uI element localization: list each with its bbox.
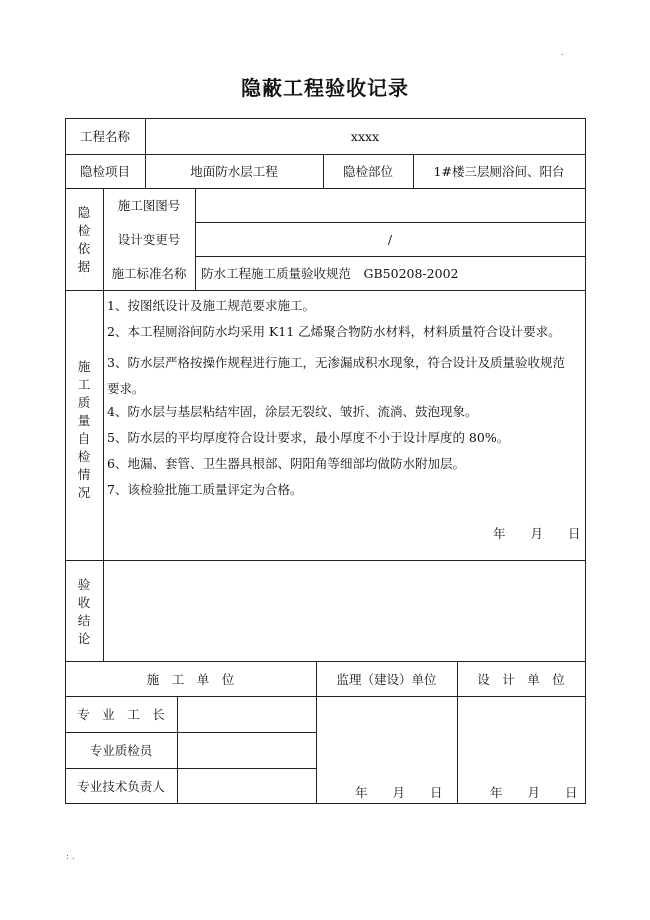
design-change-label: 设计变更号 bbox=[117, 232, 181, 247]
page-mark: . bbox=[561, 48, 564, 58]
project-name-value: xxxx bbox=[350, 128, 380, 144]
design-unit-header: 设 计 单 位 bbox=[477, 671, 565, 687]
conclusion-label: 验收结论 bbox=[77, 577, 91, 646]
standard-name-label: 施工标准名称 bbox=[111, 266, 187, 281]
standard-name-value: 防水工程施工质量验收规范 GB50208-2002 bbox=[201, 266, 459, 281]
self-check-item: 3、防水层严格按操作规程进行施工，无渗漏成积水现象，符合设计及质量验收规范要求。 bbox=[107, 355, 565, 396]
quality-inspector-label: 专业质检员 bbox=[89, 743, 153, 758]
self-check-item: 5、防水层的平均厚度符合设计要求，最小厚度不小于设计厚度的 80%。 bbox=[107, 430, 510, 445]
self-check-item: 1、按图纸设计及施工规范要求施工。 bbox=[107, 298, 315, 313]
acceptance-form bbox=[65, 118, 586, 803]
supervision-date: 年 月 日 bbox=[355, 785, 443, 800]
tech-lead-label: 专业技术负责人 bbox=[77, 778, 165, 794]
self-check-item: 6、地漏、套管、卫生器具根部、阴阳角等细部均做防水附加层。 bbox=[107, 456, 465, 471]
supervision-unit-header: 监理（建设）单位 bbox=[336, 671, 437, 687]
design-change-value: / bbox=[387, 231, 393, 247]
document-title: 隐蔽工程验收记录 bbox=[241, 76, 409, 100]
inspection-item-label: 隐检项目 bbox=[79, 164, 130, 179]
self-check-date: 年 月 日 bbox=[493, 526, 581, 541]
inspection-location-label: 隐检部位 bbox=[342, 164, 393, 179]
self-check-item: 4、防水层与基层粘结牢固，涂层无裂纹、皱折、流淌、鼓泡现象。 bbox=[107, 404, 478, 419]
self-check-label: 施工质量自检情况 bbox=[77, 359, 91, 500]
self-check-item: 7、该检验批施工质量评定为合格。 bbox=[107, 482, 303, 497]
self-check-item: 2、本工程厕浴间防水均采用 K11 乙烯聚合物防水材料，材料质量符合设计要求。 bbox=[107, 324, 561, 339]
basis-group-label: 隐检依据 bbox=[77, 205, 91, 274]
project-name-label: 工程名称 bbox=[79, 129, 130, 144]
inspection-item-value: 地面防水层工程 bbox=[190, 164, 278, 179]
self-check-items bbox=[107, 298, 577, 508]
drawing-number-value bbox=[195, 188, 585, 222]
drawing-number-label: 施工图图号 bbox=[117, 198, 181, 213]
inspection-location-value: 1#楼三层厕浴间、阳台 bbox=[433, 164, 565, 179]
design-date: 年 月 日 bbox=[490, 785, 578, 800]
page-mark: : . bbox=[66, 852, 75, 862]
conclusion-value bbox=[103, 560, 585, 661]
construction-unit-header: 施 工 单 位 bbox=[146, 671, 235, 687]
foreman-label: 专 业 工 长 bbox=[77, 707, 165, 722]
